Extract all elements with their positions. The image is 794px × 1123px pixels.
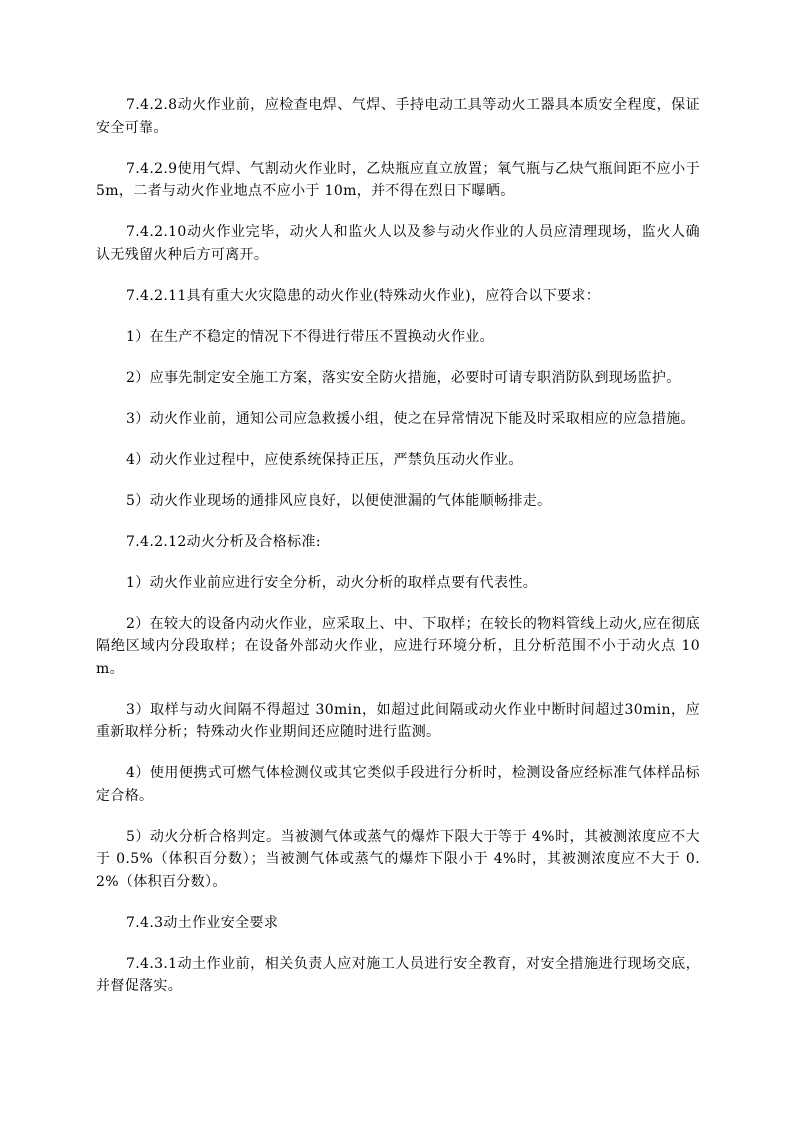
section-heading-7-4-3: 7.4.3动土作业安全要求 [126, 914, 279, 931]
list-item-5: 5）动火分析合格判定。当被测气体或蒸气的爆炸下限大于等于 4%时，其被测浓度应不大于 0.5%（体积百分数）；当被测气体或蒸气的爆炸下限小于 4%时，其被测浓度应不大于 0.2%（体积百分数）。 [96, 828, 700, 890]
paragraph-7-4-2-8: 7.4.2.8动火作业前，应检查电焊、气焊、手持电动工具等动火工器具本质安全程度，保证安全可靠。 [96, 97, 700, 136]
paragraph-7-4-2-11: 7.4.2.11具有重大火灾隐患的动火作业(特殊动火作业)，应符合以下要求： [126, 287, 601, 304]
list-item-1: 1）在生产不稳定的情况下不得进行带压不置换动火作业。 [126, 328, 495, 345]
paragraph-7-4-2-12: 7.4.2.12动火分析及合格标准: [126, 533, 321, 550]
list-item-5: 5）动火作业现场的通排风应良好，以便使泄漏的气体能顺畅排走。 [126, 492, 552, 509]
list-item-2: 2）应事先制定安全施工方案，落实安全防火措施，必要时可请专职消防队到现场监护。 [126, 369, 681, 386]
paragraph-7-4-3-1: 7.4.3.1动土作业前，相关负责人应对施工人员进行安全教育，对安全措施进行现场交底，并督促落实。 [96, 955, 700, 994]
paragraph-7-4-2-10: 7.4.2.10动火作业完毕，动火人和监火人以及参与动火作业的人员应清理现场，监火人确认无残留火种后方可离开。 [96, 224, 700, 263]
list-item-1: 1）动火作业前应进行安全分析，动火分析的取样点要有代表性。 [126, 574, 538, 591]
list-item-4: 4）使用便携式可燃气体检测仪或其它类似手段进行分析时，检测设备应经标准气体样品标定合格。 [96, 765, 700, 804]
list-item-3: 3）取样与动火间隔不得超过 30min，如超过此间隔或动火作业中断时间超过30min，应重新取样分析；特殊动火作业期间还应随时进行监测。 [96, 701, 700, 740]
document-page [96, 94, 700, 1016]
paragraph-7-4-2-9: 7.4.2.9使用气焊、气割动火作业时，乙炔瓶应直立放置；氧气瓶与乙炔气瓶间距不应小于 5m，二者与动火作业地点不应小于 10m，并不得在烈日下曝晒。 [96, 160, 700, 199]
list-item-2: 2）在较大的设备内动火作业，应采取上、中、下取样；在较长的物料管线上动火,应在彻底隔绝区域内分段取样；在设备外部动火作业，应进行环境分析，且分析范围不小于动火点 10m。 [96, 615, 700, 677]
list-item-3: 3）动火作业前，通知公司应急救援小组，使之在异常情况下能及时采取相应的应急措施。 [126, 410, 695, 427]
list-item-4: 4）动火作业过程中，应使系统保持正压，严禁负压动火作业。 [126, 451, 523, 468]
